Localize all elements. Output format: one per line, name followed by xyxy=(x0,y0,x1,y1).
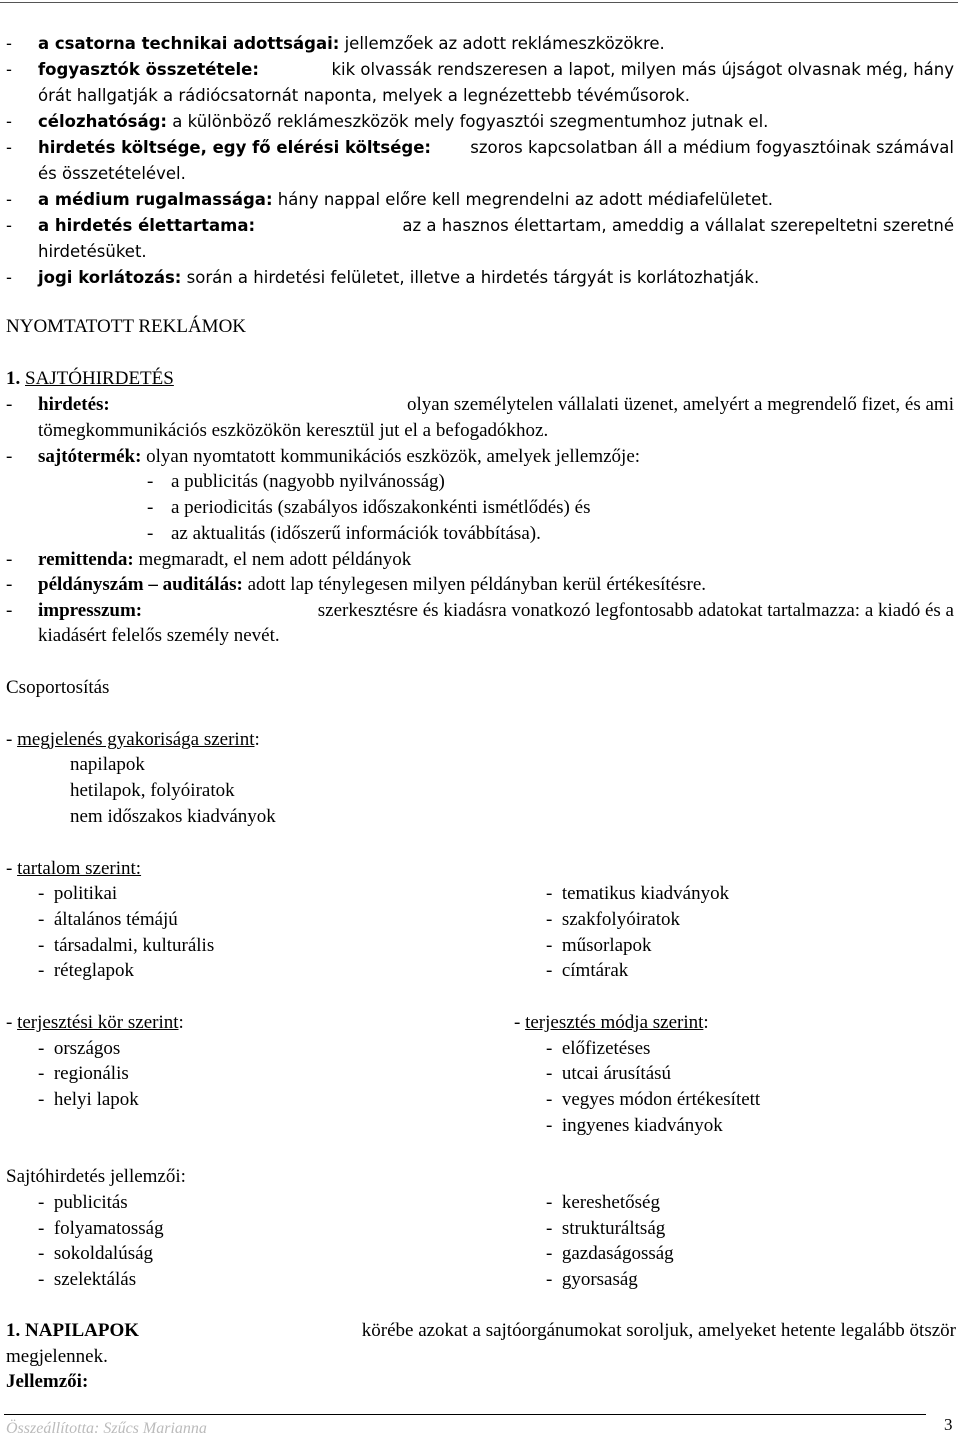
list-item-consumers: fogyasztók összetétele: kik olvassák rendszeresen a lapot, milyen más újságot olvasnak még, hány xyxy=(38,60,954,79)
def-hirdetes: hirdetés: olyan személytelen vállalati üzenet, amelyért a megrendelő fizet, és ami xyxy=(38,394,954,415)
list-item-lifetime: a hirdetés élettartama: az a hasznos élettartam, ameddig a vállalat szerepeltetni szeretné xyxy=(38,216,954,235)
features-title: Sajtóhirdetés jellemzői: xyxy=(6,1166,186,1187)
def-peldanyszam: példányszám – auditálás: adott lap ténylegesen milyen példányban kerül értékesítésre. xyxy=(38,574,707,595)
list-item-channel: a csatorna technikai adottságai: jellemzőek az adott reklámeszközökre. xyxy=(38,34,665,53)
content-item: - általános témájú xyxy=(38,909,178,930)
dist-item: - országos xyxy=(38,1038,121,1059)
group-frequency-title: - megjelenés gyakorisága szerint: xyxy=(6,729,260,750)
freq-item: napilapok xyxy=(70,754,145,775)
content-item: - tematikus kiadványok xyxy=(546,883,730,904)
group-title: Csoportosítás xyxy=(6,677,110,698)
sub-item: az aktualitás (időszerű információk továbbítása). xyxy=(171,523,541,544)
freq-item: hetilapok, folyóiratok xyxy=(70,780,235,801)
group-method-title: - terjesztés módja szerint: xyxy=(514,1012,709,1033)
method-item: - vegyes módon értékesített xyxy=(546,1089,761,1110)
def-remittenda: remittenda: megmaradt, el nem adott példányok xyxy=(38,549,412,570)
napilapok-paragraph: 1. NAPILAPOK körébe azokat a sajtóorgánumokat soroljuk, amelyeket hetente legalább ötször xyxy=(6,1320,956,1341)
feature-item: - szelektálás xyxy=(38,1269,137,1290)
list-dash: - xyxy=(6,34,12,53)
sub-item: a periodicitás (szabályos időszakonkénti ismétlődés) és xyxy=(171,497,591,518)
group-content-title: - tartalom szerint: xyxy=(6,858,142,879)
method-item: - ingyenes kiadványok xyxy=(546,1115,723,1136)
method-item: - előfizetéses xyxy=(546,1038,651,1059)
subsection-title: 1. SAJTÓHIRDETÉS xyxy=(6,368,174,389)
footer-rule xyxy=(4,1414,926,1415)
content-item: - társadalmi, kulturális xyxy=(38,935,215,956)
dist-item: - helyi lapok xyxy=(38,1089,139,1110)
list-item-cost: hirdetés költsége, egy fő elérési költsége: szoros kapcsolatban áll a médium fogyasztóinak számával xyxy=(38,138,954,157)
feature-item: - folyamatosság xyxy=(38,1218,164,1239)
section-heading: NYOMTATOTT REKLÁMOK xyxy=(6,316,247,337)
feature-item: - gyorsaság xyxy=(546,1269,638,1290)
footer-author: Összeállította: Szűcs Marianna xyxy=(6,1420,207,1437)
jellemzoi-label: Jellemzői: xyxy=(6,1371,89,1392)
page-number: 3 xyxy=(944,1415,953,1434)
feature-item: - gazdaságosság xyxy=(546,1243,674,1264)
def-sajtotermek: sajtótermék: olyan nyomtatott kommunikációs eszközök, amelyek jellemzője: xyxy=(38,446,641,467)
group-distribution-title: - terjesztési kör szerint: xyxy=(6,1012,184,1033)
list-item-flexibility: a médium rugalmassága: hány nappal előre kell megrendelni az adott médiafelületet. xyxy=(38,190,774,209)
method-item: - utcai árusítású xyxy=(546,1063,672,1084)
dist-item: - regionális xyxy=(38,1063,129,1084)
content-item: - címtárak xyxy=(546,960,629,981)
content-item: - politikai xyxy=(38,883,118,904)
list-item-legal: jogi korlátozás: során a hirdetési felületet, illetve a hirdetés tárgyát is korlátozhatják. xyxy=(38,268,760,287)
freq-item: nem időszakos kiadványok xyxy=(70,806,276,827)
content-item: - réteglapok xyxy=(38,960,135,981)
feature-item: - publicitás xyxy=(38,1192,128,1213)
top-rule xyxy=(0,2,958,3)
def-impresszum: impresszum: szerkesztésre és kiadásra vonatkozó legfontosabb adatokat tartalmazza: a kiadó és a xyxy=(38,600,954,621)
feature-item: - sokoldalúság xyxy=(38,1243,154,1264)
content-item: - műsorlapok xyxy=(546,935,652,956)
content-item: - szakfolyóiratok xyxy=(546,909,681,930)
list-item-targeting: célozhatóság: a különböző reklámeszközök mely fogyasztói szegmentumhoz jutnak el. xyxy=(38,112,769,131)
document-page: - a csatorna technikai adottságai: jellemzőek az adott reklámeszközökre. - fogyasztók összetétele: kik olvassák rendszeresen a lapot, milyen más újságot olvasnak még, hány órát hallgatják a rádiócsatornát naponta, melyek a legnézettebb tévéműsorok. - célozhatóság: a különböző reklámeszközök mely fogyasztói szegmentumhoz jutnak el. - hirdetés költsége, egy fő elérési költsége: szoros kapcsolatban áll a médium fogyasztóinak számával és összetételével. - a médium rugalmassága: hány nappal előre kell megrendelni az adott médiafelületet. - a hirdetés élettartama: az a hasznos élettartam, ameddig a vállalat szerepeltetni szeretné hirdetésüket. - jogi korlátozás: során a hirdetési felületet, illetve a hirdetés tárgyát is korlátozhatják. NYOMTATOTT REKLÁMOK 1. SAJTÓHIRDETÉS - hirdetés: olyan személytelen vállalati üzenet, amelyért a megrendelő fizet, és ami tömegkommunikációs eszközökön keresztül jut el a befogadókhoz. - sajtótermék: olyan nyomtatott kommunikációs eszközök, amelyek jellemzője: - a publicitás (nagyobb nyilvánosság) - a periodicitás (szabályos időszakonkénti ismétlődés) és - az aktualitás (időszerű információk továbbítása). - remittenda: megmaradt, el nem adott példányok - példányszám – auditálás: adott lap ténylegesen milyen példányban kerül értékesítésre. - impresszum: szerkesztésre és kiadásra vonatkozó legfontosabb adatokat tartalmazza: a kiadó és a kiadásért felelős személy nevét. Csoportosítás - megjelenés gyakorisága szerint: napilapok hetilapok, folyóiratok nem időszakos kiadványok - tartalom szerint: - politikai - általános témájú - társadalmi, kulturális - réteglapok - tematikus kiadványok - szakfolyóiratok - műsorlapok - címtárak - terjesztési kör szerint: - országos - regionális - helyi lapok - terjesztés módja szerint: - előfizetéses - utcai árusítású - vegyes módon értékesített - ingyenes kiadványok Sajtóhirdetés jellemzői: - publicitás - folyamatosság - sokoldalúság - szelektálás - kereshetőség - strukturáltság - gazdaságosság - gyorsaság 1. NAPILAPOK körébe azokat a sajtóorgánumokat soroljuk, amelyeket hetente legalább ötször megjelennek. Jellemzői: Összeállította: Szűcs Marianna 3 xyxy=(0,0,960,1436)
sub-item: a publicitás (nagyobb nyilvánosság) xyxy=(171,471,445,492)
feature-item: - kereshetőség xyxy=(546,1192,660,1213)
feature-item: - strukturáltság xyxy=(546,1218,666,1239)
